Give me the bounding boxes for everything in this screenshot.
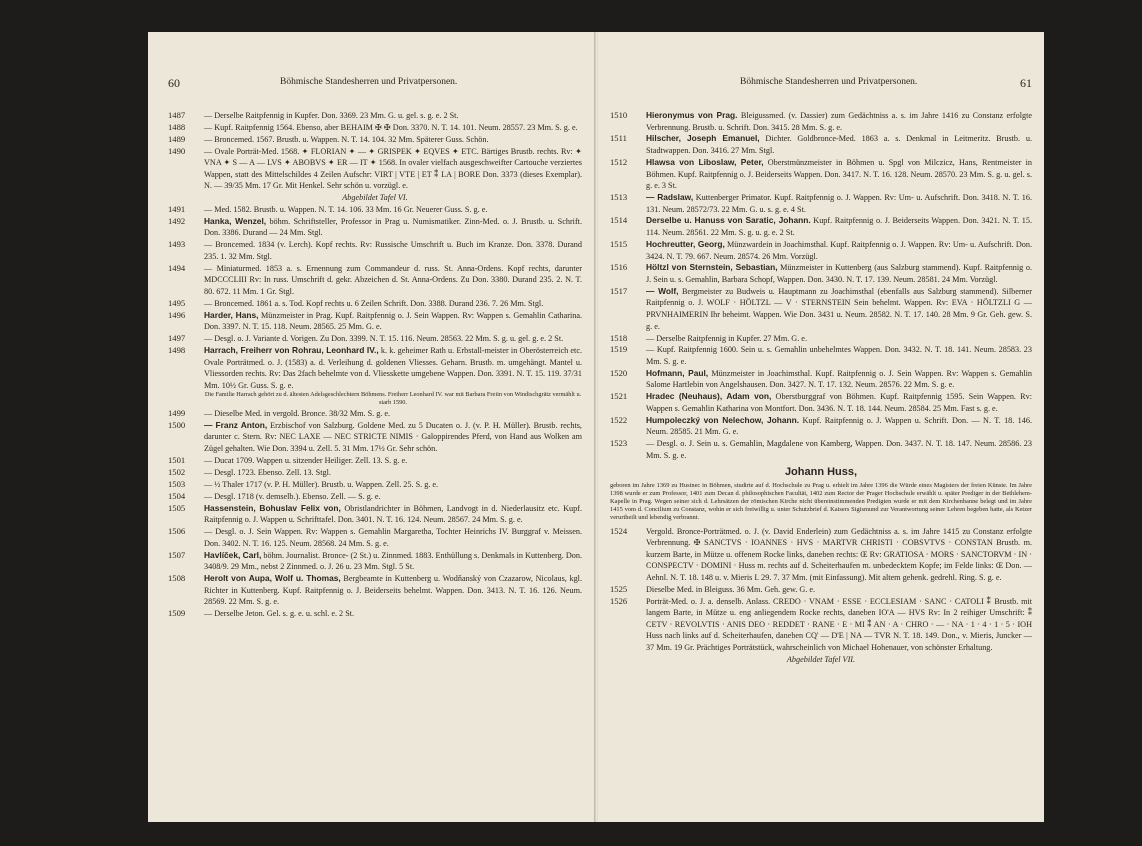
entry-name: — Radslaw, bbox=[646, 192, 694, 202]
entry-text: böhm. Journalist. Bronce- (2 St.) u. Zinnmed. 1883. Enthüllung s. Denkmals in Kuttenberg. Don. 3408/9. 29 Mm., nebst 2 Zinnmed. o. J. 26 u. 23 Mm. Stgl. 5 St. bbox=[204, 550, 582, 572]
entry-name: Hofmann, Paul, bbox=[646, 367, 709, 378]
entry-name: Harrach, Freiherr von Rohrau, Leonhard IV., bbox=[204, 345, 379, 356]
entry-name: — Franz Anton, bbox=[204, 419, 268, 430]
catalogue-entry bbox=[610, 262, 1032, 285]
entry-number: 1515 bbox=[610, 238, 628, 249]
catalogue-entry bbox=[168, 204, 582, 216]
entry-text: — Desgl. o. J. Sein Wappen. Rv: Wappen s. Gemahlin Margaretha, Tochter Heinrichs IV. Burggraf v. Meissen. Don. 3402. N. T. 16. 125. Neum. 28568. 24 Mm. S. g. e. bbox=[204, 527, 582, 548]
entry-text: — Kupf. Raitpfennig 1600. Sein u. s. Gemahlin unbehelmtes Wappen. Don. 3432. N. T. 18. 141. Neum. 28583. 23 Mm. S. g. e. bbox=[646, 345, 1032, 366]
entry-number: 1517 bbox=[610, 285, 628, 296]
catalogue-entry bbox=[610, 596, 1032, 654]
catalogue-entry bbox=[610, 368, 1032, 391]
entry-text: — ½ Thaler 1717 (v. P. H. Müller). Brustb. u. Wappen. Zell. 25. S. g. e. bbox=[204, 479, 439, 489]
entry-text: — Derselbe Jeton. Gel. s. g. e. u. schl. e. 2 St. bbox=[204, 609, 355, 619]
entry-text: — Desgl. 1723. Ebenso. Zell. 13. Stgl. bbox=[204, 467, 331, 477]
catalogue-entry bbox=[168, 503, 582, 526]
catalogue-entry bbox=[610, 333, 1032, 345]
catalogue-entry bbox=[168, 479, 582, 491]
entry-text: Erzbischof von Salzburg. Goldene Med. zu 5 Ducaten o. J. (v. P. H. Müller). Brustb. rechts, darunter c. Stern. Rv: NEC LAXE — NEC STRICTE NIMIS · Galoppirendes Pferd, von Hand aus Wolken am Zügel gehalten. Wie Don. 3394 u. Zell. 5. 31 Mm. 17½ Gr. Sehr schön. bbox=[204, 420, 582, 453]
entry-number: 1493 bbox=[168, 239, 186, 250]
entry-number: 1503 bbox=[168, 478, 186, 489]
entry-text: — Desgl. o. J. Variante d. Vorigen. Zu Don. 3399. N. T. 15. 116. Neum. 28563. 22 Mm. S. g. u. gel. g. e. 2 St. bbox=[204, 334, 564, 344]
entry-text: Oberstmünzmeister in Böhmen u. Spgl von Milczicz, Hans, Rentmeister in Böhmen. Kupf. Raitpfennig o. J. Beiderseits Wappen. Don. 3417. N. T. 16. 128. Neum. 28570. 23 Mm. S. g. u. gel. s. g. e. 3 St. bbox=[646, 157, 1032, 191]
entry-text: — Broncemed. 1861 a. s. Tod. Kopf rechts u. 6 Zeilen Schrift. Don. 3388. Durand 236. 7. 26 Mm. Stgl. bbox=[204, 298, 544, 308]
catalogue-entry bbox=[610, 286, 1032, 332]
catalogue-entry bbox=[168, 310, 582, 333]
catalogue-entry bbox=[610, 157, 1032, 192]
entry-name: Hilscher, Joseph Emanuel, bbox=[646, 133, 760, 144]
entry-name: Derselbe u. Hanuss von Saratic, Johann. bbox=[646, 215, 811, 226]
page-number: 60 bbox=[168, 76, 180, 90]
entry-number: 1489 bbox=[168, 133, 186, 144]
catalogue-entry bbox=[168, 298, 582, 310]
entry-number: 1524 bbox=[610, 525, 628, 536]
entry-note: Die Familie Harrach gehört zu d. ältesten Adelsgeschlechtern Böhmens. Freiherr Leonhard IV. war mit Barbara Freiin von Windischgrätz vermählt u. starb 1590. bbox=[204, 391, 582, 407]
catalogue-entry bbox=[610, 110, 1032, 133]
entry-number: 1508 bbox=[168, 572, 186, 583]
entry-text: — Med. 1582. Brustb. u. Wappen. N. T. 14. 106. 33 Mm. 16 Gr. Neuerer Guss. S. g. e. bbox=[204, 204, 488, 214]
entry-number: 1513 bbox=[610, 192, 628, 202]
catalogue-entry bbox=[168, 526, 582, 549]
catalogue-entry bbox=[168, 216, 582, 239]
entry-text: Münzwardein in Joachimsthal. Kupf. Raitpfennig o. J. Wappen. Rv: Um- u. Aufschrift. Don. 3424. N. T. 79. 667. Neum. 28574. 26 Mm. Vorzügl. bbox=[646, 239, 1032, 261]
entry-text: Dieselbe Med. in Bleiguss. 36 Mm. Geh. gew. G. e. bbox=[646, 584, 816, 594]
entry-name: Herolt von Aupa, Wolf u. Thomas, bbox=[204, 572, 341, 583]
entry-number: 1491 bbox=[168, 203, 186, 214]
entry-text: Münzmeister in Joachimsthal. Kupf. Raitpfennig o. J. Sein Wappen. Rv: Wappen s. Gemahlin Salome Hartlebin von Angelshausen. Don. 3427. N. T. 17. 132. Neum. 28576. 22 Mm. S. g. e. bbox=[646, 368, 1032, 390]
entry-number: 1525 bbox=[610, 583, 628, 594]
left-page-header bbox=[168, 76, 582, 91]
catalogue-entry bbox=[610, 415, 1032, 438]
entry-number: 1504 bbox=[168, 490, 186, 501]
entry-name: Hanka, Wenzel, bbox=[204, 215, 267, 226]
entry-text: Kupf. Raitpfennig o. J. Wappen u. Schrift. Don. — N. T. 18. 146. Neum. 28585. 21 Mm. G. e. bbox=[646, 415, 1033, 437]
catalogue-entry bbox=[610, 344, 1032, 367]
figure-caption: Abgebildet Tafel VII. bbox=[786, 654, 856, 664]
catalogue-entry bbox=[610, 133, 1032, 156]
entry-text: Kuttenberger Primator. Kupf. Raitpfennig o. J. Wappen. Rv: Um- u. Aufschrift. Don. 3418. N. T. 16. 131. Neum. 28572/73. 22 Mm. G. u. s. g. e. 4 St. bbox=[646, 193, 1032, 214]
entry-text: Bergmeister zu Budweis u. Hauptmann zu Joachimsthal (ebenfalls aus Salzburg stammend). Silberner Raitpfennig o. J. WOLF · HÖLTZL — V · STERNSTEIN Sein behelmt. Wappen. Rv: EVA · HÖLTZLI G — PRVNHAIMERIN Ihr beheimt. Wappen. Wie Don. 3431 u. Neum. 28582. N. T. 17. 140. 28 Mm. 9 Gr. Geh. gew. S. g. e. bbox=[646, 286, 1033, 331]
right-page bbox=[598, 32, 1044, 822]
entry-text: — Broncemed. 1834 (v. Lerch). Kopf rechts. Rv: Russische Umschrift u. Buch im Kranze. Don. 3378. Durand 235. 1. 32 Mm. Stgl. bbox=[204, 240, 582, 261]
entry-text: Münzmeister in Prag. Kupf. Raitpfennig o. J. Sein Wappen. Rv: Wappen s. Gemahlin Catharina. Don. 3397. N. T. 15. 118. Neum. 28565. 25 Mm. G. e. bbox=[204, 310, 583, 332]
catalogue-entry bbox=[168, 134, 582, 146]
entry-number: 1492 bbox=[168, 215, 186, 226]
catalogue-entry bbox=[168, 263, 582, 298]
catalogue-entry bbox=[610, 391, 1032, 414]
entry-number: 1502 bbox=[168, 466, 186, 477]
right-catalogue-column bbox=[610, 110, 1032, 665]
entry-text: k. k. geheimer Rath u. Erbstall-meister in Oberösterreich etc. Ovale Porträtmed. o. J. (1583) a. d. Verleihung d. goldenen Vliesses. Geharn. Brustb. m. umgehängt. Mantel u. Vliessorden rechts. Rv: Das 2fach behelmte von d. Vliesskette umgebene Wappen. Don. 3391. N. T. 15. 119. 37/31 Mm. 10½ Gr. Guss. S. g. e. bbox=[204, 346, 582, 390]
entry-number: 1512 bbox=[610, 156, 628, 167]
catalogue-entry bbox=[168, 345, 582, 407]
entry-number: 1509 bbox=[168, 608, 186, 619]
left-catalogue-column bbox=[168, 110, 582, 620]
catalogue-entry bbox=[168, 467, 582, 479]
entry-text: — Derselbe Raitpfennig in Kupfer. Don. 3369. 23 Mm. G. u. gel. s. g. e. 2 St. bbox=[204, 111, 459, 120]
catalogue-entry bbox=[168, 408, 582, 420]
entry-number: 1526 bbox=[610, 595, 628, 606]
running-title: Böhmische Standesherren und Privatpersonen. bbox=[280, 77, 458, 87]
entry-number: 1520 bbox=[610, 367, 628, 378]
entry-name: Havlíček, Carl, bbox=[204, 549, 262, 560]
catalogue-entry bbox=[168, 420, 582, 455]
entry-name: Hlawsa von Liboslaw, Peter, bbox=[646, 156, 764, 167]
entry-number: 1521 bbox=[610, 391, 628, 402]
entry-text: Obristlandrichter in Böhmen, Landvogt in d. Niederlausitz etc. Kupf. Raitpfennig o. J. Wappen u. Schrifttafel. Don. 3401. N. T. 16. 124. Neum. 28567. 24 Mm. S. g. e. bbox=[204, 503, 582, 525]
entry-number: 1505 bbox=[168, 502, 186, 513]
entry-number: 1500 bbox=[168, 419, 186, 430]
entry-number: 1522 bbox=[610, 414, 628, 425]
entry-text: Münzmeister in Kuttenberg (aus Salzburg stammend). Kupf. Raitpfennig o. J. Sein u. s. Gemahlin, Barbara Schopf, Wappen. Don. 3430. N. T. 17. 139. Neum. 28581. 24 Mm. Vorzügl. bbox=[646, 263, 1033, 284]
catalogue-entry bbox=[610, 215, 1032, 238]
entry-number: 1494 bbox=[168, 262, 186, 273]
entry-text: — Kupf. Raitpfennig 1564. Ebenso, aber BEHAIM ✠ ✠ Don. 3370. N. T. 14. 101. Neum. 28557. 23 Mm. S. g. e. bbox=[204, 122, 578, 132]
entry-name: Hassenstein, Bohuslav Felix von, bbox=[204, 502, 341, 513]
entry-text: Bleigussmed. (v. Dassier) zum Gedächtniss a. s. im Jahre 1416 zu Constanz erfolgte Verbrennung. Brustb. u. Schrift. Don. 3415. 28 Mm. S. g. e. bbox=[646, 111, 1033, 132]
running-title: Böhmische Standesherren und Privatpersonen. bbox=[740, 77, 918, 87]
entry-name: Harder, Hans, bbox=[204, 309, 259, 320]
entry-name: Humpoleczký von Nelechow, Johann. bbox=[646, 414, 800, 425]
entry-text: — Ducat 1709. Wappen u. sitzender Heiliger. Zell. 13. S. g. e. bbox=[204, 455, 408, 465]
entry-number: 1496 bbox=[168, 309, 186, 320]
catalogue-entry bbox=[168, 122, 582, 134]
entry-text: böhm. Schriftsteller, Professor in Prag u. Numismatiker. Zinn-Med. o. J. Brustb. u. Schrift. Don. 3386. Durand — 24 Mm. Stgl. bbox=[204, 216, 583, 238]
catalogue-entry bbox=[610, 526, 1032, 584]
catalogue-entry bbox=[168, 573, 582, 608]
catalogue-entry bbox=[168, 608, 582, 620]
entry-text: — Dieselbe Med. in vergold. Bronce. 38/32 Mm. S. g. e. bbox=[204, 408, 391, 418]
catalogue-entry bbox=[168, 491, 582, 503]
entry-name: Hradec (Neuhaus), Adam von, bbox=[646, 391, 772, 402]
catalogue-entry bbox=[610, 438, 1032, 461]
entry-text: — Ovale Porträt-Med. 1568. ✦ FLORIAN ✦ — ✦ GRISPEK ✦ EQVES ✦ ETC. Bärtiges Brustb. rechts. Rv: ✦ VNA ✦ S — A — LVS ✦ ABOBVS ✦ ER — IT ✦ 1568. In ovaler vielfach ausgeschweifter Cartouche verziertes Wappen, statt des Mittelschildes 4 Zeilen Aufschr: VIRT | VTE | ET ⁑ LA | BORE Don. 3373 (dieses Exemplar). N. — 39/35 Mm. 17 Gr. Mit Henkel. Sehr schön u. vorzügl. e. bbox=[204, 146, 582, 191]
entry-number: 1495 bbox=[168, 297, 186, 308]
page-number: 61 bbox=[1020, 76, 1032, 90]
entry-text: Vergold. Bronce-Porträtmed. o. J. (v. David Enderlein) zum Gedächtniss a. s. im Jahre 1415 zu Constanz erfolgte Verbrennung. ✠ SANCTVS · IOANNES · HVS · MARTVR CHRISTI · COBSVTVS · CONSTAN Brustb. m. kurzem Barte, in Mütze u. offenem Rocke links, daneben rechts: Œ Rv: GRATIOSA · MORS · SANCTORVM · IN · CONSPECTV · DOMINI · Huss m. rechts auf d. Scheiterhaufen m. unbedecktem Kopfe; im Felde links: Œ Don. — Aehnl. N. T. 18. 148 u. v. Mieris I. 29. 7. 37 Mm. (mit Einfassung). Mit altem gehenk. gedrehl. Ring. S. g. e. bbox=[646, 526, 1032, 582]
entry-text: Kupf. Raitpfennig o. J. Beiderseits Wappen. Don. 3421. N. T. 15. 114. Neum. 28561. 22 Mm. S. g. u. g. e. 2 St. bbox=[646, 216, 1033, 238]
entry-number: 1510 bbox=[610, 110, 628, 120]
entry-number: 1511 bbox=[610, 133, 627, 144]
entry-number: 1488 bbox=[168, 121, 186, 132]
entry-number: 1523 bbox=[610, 438, 628, 449]
entry-name: Hochreutter, Georg, bbox=[646, 238, 725, 249]
entry-name: — Wolf, bbox=[646, 285, 679, 296]
entry-name: Hieronymus von Prag. bbox=[646, 110, 738, 120]
entry-number: 1506 bbox=[168, 526, 186, 537]
catalogue-entry bbox=[168, 110, 582, 122]
entry-text: Porträt-Med. o. J. a. denselb. Anlass. CREDO · VNAM · ESSE · ECCLESIAM · SANC · CATOLI ⁑ Brustb. mit langem Barte, in Mütze u. eng anliegendem Rocke rechts, daneben IO'A — HVS Rv: In 2 reihiger Umschrift: ⁑ CETV · REVOLVTIS · ANIS DEO · REDDET · RANE · E · MI ⁑ AN · A · CHRO · — · NA · 1 · 4 · 1 · 5 · IOH Huss nach links auf d. Scheiterhaufen, daneben CQ' — D'E | NA — TVR N. T. 18. 149. Don., v. Mieris, Juncker — 37 Mm. 19 Gr. Prächtiges Porträtstück, wahrscheinlich von Michael Hohenauer, von schönster Erhaltung. bbox=[646, 596, 1032, 652]
entry-text: — Derselbe Raitpfennig in Kupfer. 27 Mm. G. e. bbox=[646, 333, 807, 343]
catalogue-entry bbox=[168, 146, 582, 192]
entry-number: 1507 bbox=[168, 549, 186, 560]
catalogue-entry bbox=[168, 333, 582, 345]
entry-text: — Miniaturmed. 1853 a. s. Ernennung zum Commandeur d. russ. St. Anna-Ordens. Kopf rechts, darunter MDCCCLIII Rv: In russ. Umschrift d. gekr. Abzeichen d. St. Anna-Ordens. Zu Don. 3380. Durand 235. 2. N. T. 80. 672. 11 Mm. 1 Gr. Stgl. bbox=[204, 263, 582, 296]
catalogue-entry bbox=[168, 455, 582, 467]
entry-number: 1519 bbox=[610, 344, 628, 355]
section-biography: geboren im Jahre 1369 zu Husinec in Böhmen, studirte auf d. Hochschule zu Prag u. erhielt im Jahre 1396 die Würde eines Magisters der freien Künste. Im Jahre 1398 wurde er zum Professor, 1401 zum Decan d. philosophischen Facultät, 1402 zum Rector der Prager Hochschule erwählt u. später Prediger in der Bethlehem-Kapelle in Prag. Wegen seiner sich d. Lehrsätzen der römischen Kirche nicht übereinstimmenden Predigten wurde er mit dem Kirchenbanne belegt und im Jahre 1415 vom d. Concilium zu Constanz, wohin er sich freiwillig u. unter Schutzbrief d. Kaisers Sigismund zur Verantwortung seiner Lehren begeben hatte, als Ketzer verurtheilt und lebendig verbrannt. bbox=[610, 482, 1032, 521]
figure-caption: Abgebildet Tafel VI. bbox=[342, 193, 408, 203]
entry-number: 1497 bbox=[168, 333, 186, 344]
catalogue-entry bbox=[610, 584, 1032, 596]
entry-number: 1490 bbox=[168, 145, 186, 156]
entry-text: — Desgl. o. J. Sein u. s. Gemahlin, Magdalene von Kamberg, Wappen. Don. 3437. N. T. 18. 147. Neum. 28586. 23 Mm. S. g. e. bbox=[646, 439, 1032, 460]
catalogue-entry bbox=[168, 550, 582, 573]
entry-number: 1516 bbox=[610, 262, 628, 273]
section-title: Johann Huss, bbox=[784, 466, 858, 479]
entry-number: 1499 bbox=[168, 407, 186, 418]
entry-number: 1518 bbox=[610, 332, 628, 343]
left-page bbox=[148, 32, 596, 822]
catalogue-entry bbox=[168, 239, 582, 262]
entry-text: — Desgl. 1718 (v. demselb.). Ebenso. Zell. — S. g. e. bbox=[204, 491, 381, 501]
catalogue-entry bbox=[610, 239, 1032, 262]
entry-number: 1514 bbox=[610, 215, 628, 226]
entry-text: Dichter. Goldbronce-Med. 1863 a. s. Denkmal in Leitmeritz. Brustb. u. Stadtwappen. Don. 3416. 27 Mm. Stgl. bbox=[646, 134, 1032, 156]
entry-number: 1498 bbox=[168, 345, 186, 356]
entry-text: Oberstburggraf von Böhmen. Kupf. Raitpfennig 1595. Sein Wappen. Rv: Wappen s. Gemahlin Katharina von Montfort. Don. 3436. N. T. 18. 144. Neum. 28584. 25 Mm. Fast s. g. e. bbox=[646, 392, 1033, 413]
entry-text: Bergbeamte in Kuttenberg u. Wodňanský von Czazarow, Nicolaus, kgl. Richter in Kuttenberg. Kupf. Raitpfennig o. J. Beiderseits behelmt. Wappen. Don. 3413. N. T. 16. 126. Neum. 28569. 22 Mm. S. g. e. bbox=[204, 573, 582, 607]
entry-number: 1487 bbox=[168, 110, 186, 120]
entry-number: 1501 bbox=[168, 454, 186, 465]
entry-text: — Broncemed. 1567. Brustb. u. Wappen. N. T. 14. 104. 32 Mm. Späterer Guss. Schön. bbox=[204, 134, 489, 144]
entry-name: Höltzl von Sternstein, Sebastian, bbox=[646, 262, 778, 273]
catalogue-entry bbox=[610, 192, 1032, 215]
